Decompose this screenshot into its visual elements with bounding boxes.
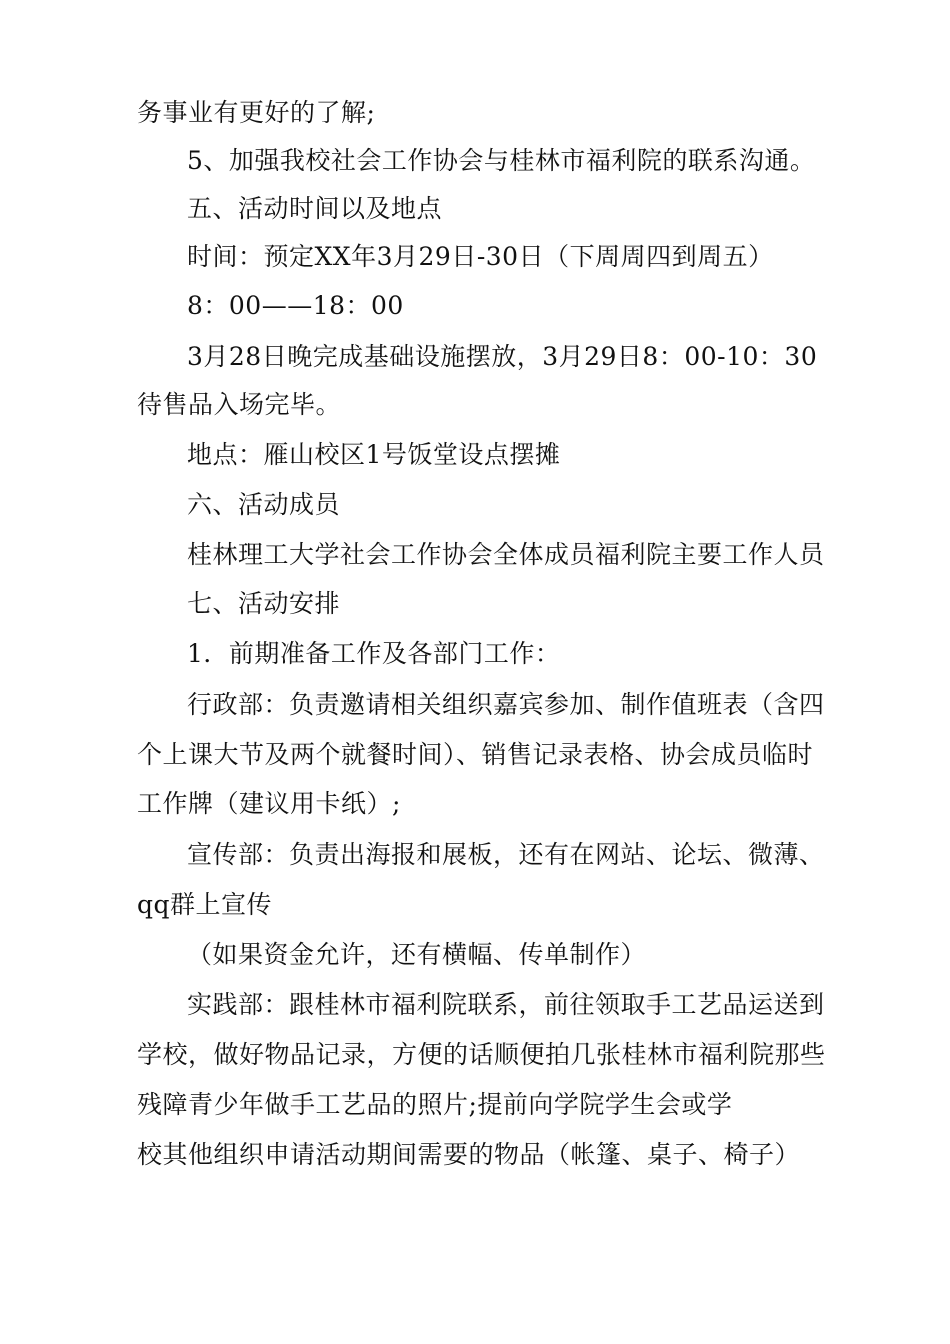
text-line: 工作牌（建议用卡纸）; — [137, 789, 401, 818]
text-line: 待售品入场完毕。 — [137, 390, 342, 419]
text-line: （如果资金允许，还有横幅、传单制作） — [187, 940, 647, 969]
text-line: 务事业有更好的了解; — [137, 98, 376, 127]
text-line: 个上课大节及两个就餐时间）、销售记录表格、协会成员临时 — [137, 740, 814, 769]
text-line: 校其他组织申请活动期间需要的物品（帐篷、桌子、椅子） — [137, 1140, 801, 1169]
text-line: 3月28日晚完成基础设施摆放，3月29日8：00-10：30 — [187, 342, 818, 371]
section-heading: 五、活动时间以及地点 — [187, 194, 443, 223]
section-heading: 六、活动成员 — [187, 490, 341, 519]
text-line: qq群上宣传 — [137, 890, 273, 919]
subsection-heading: 1．前期准备工作及各部门工作： — [187, 639, 561, 668]
text-line: 地点：雁山校区1号饭堂设点摆摊 — [187, 440, 561, 469]
text-line: 时间：预定XX年3月29日-30日（下周周四到周五） — [187, 242, 774, 271]
text-line: 8：00——18：00 — [187, 291, 404, 320]
text-line: 宣传部：负责出海报和展板，还有在网站、论坛、微薄、 — [187, 840, 825, 869]
text-line: 桂林理工大学社会工作协会全体成员福利院主要工作人员 — [187, 540, 825, 569]
text-line: 残障青少年做手工艺品的照片;提前向学院学生会或学 — [137, 1090, 733, 1119]
text-line: 学校，做好物品记录，方便的话顺便拍几张桂林市福利院那些 — [137, 1040, 826, 1069]
text-line: 行政部：负责邀请相关组织嘉宾参加、制作值班表（含四 — [187, 690, 825, 719]
section-heading: 七、活动安排 — [187, 589, 341, 618]
text-line: 5、加强我校社会工作协会与桂林市福利院的联系沟通。 — [187, 146, 816, 175]
text-line: 实践部：跟桂林市福利院联系，前往领取手工艺品运送到 — [187, 990, 825, 1019]
